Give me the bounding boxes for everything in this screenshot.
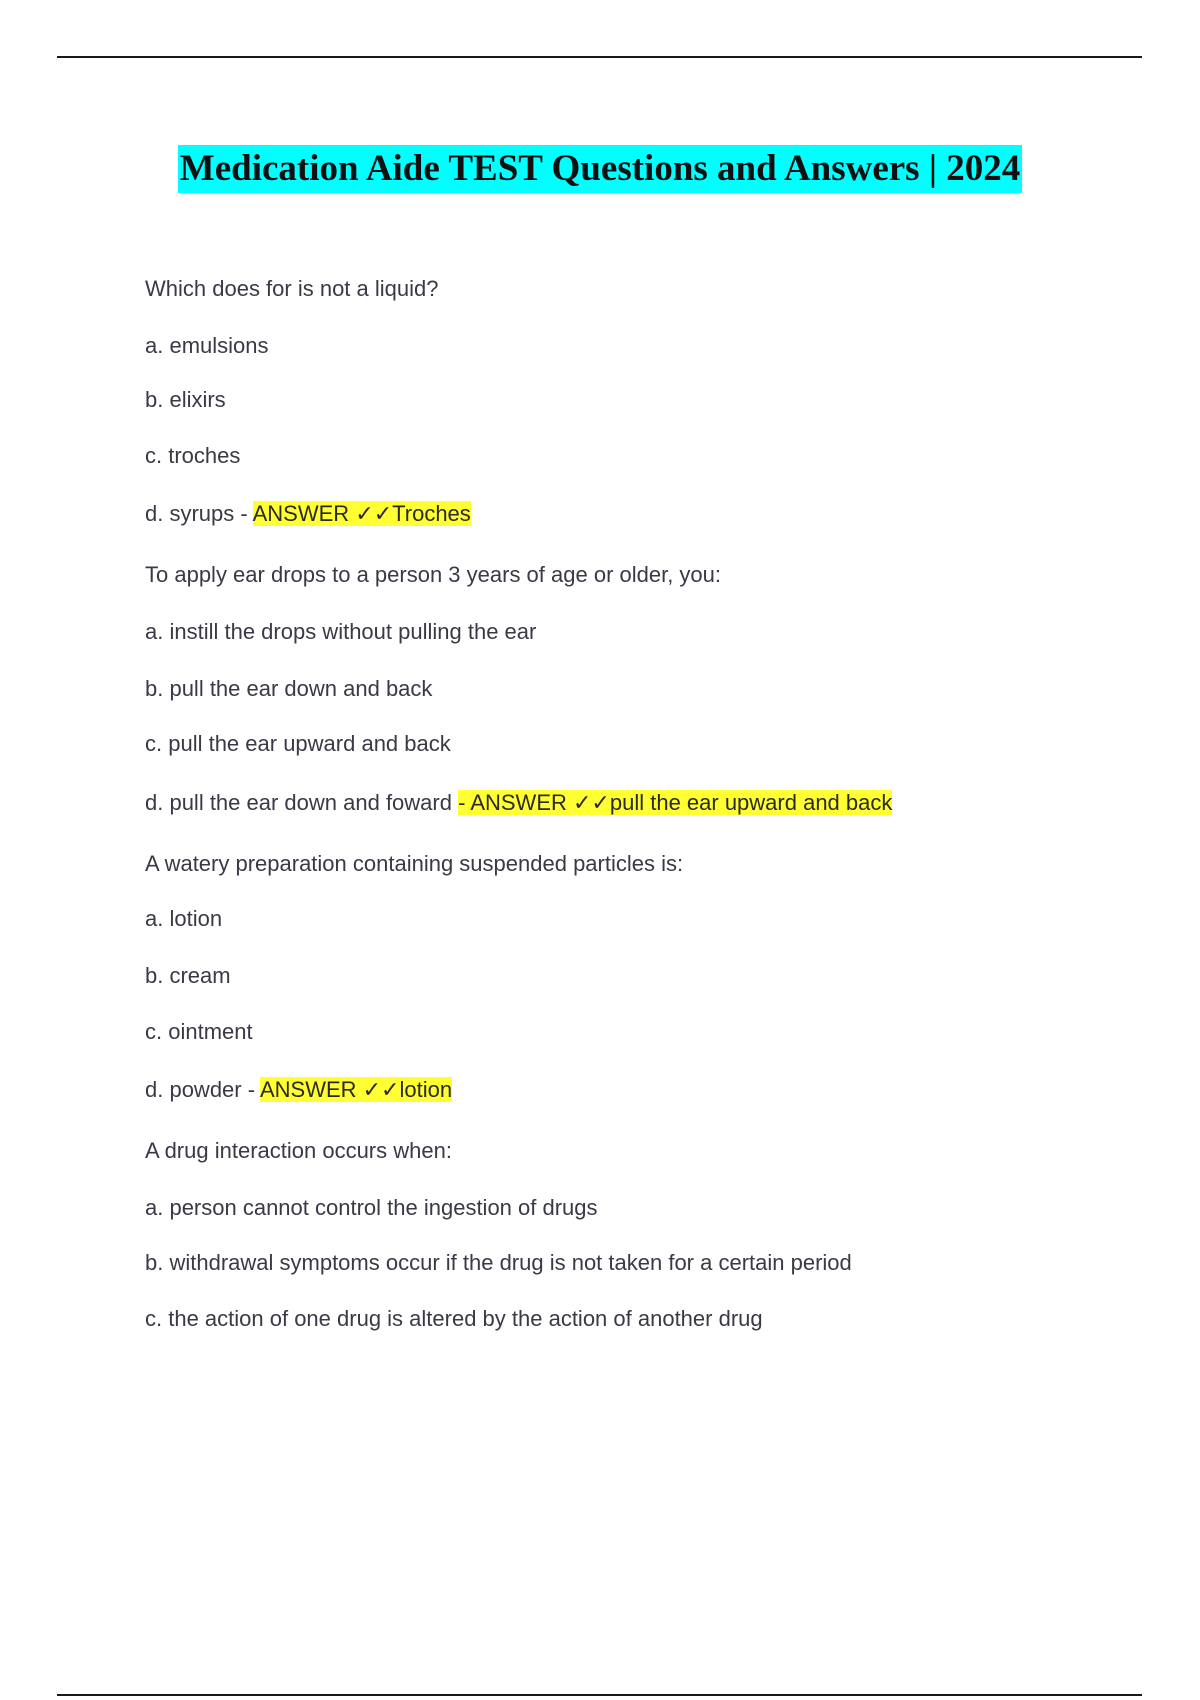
answer-option: c. the action of one drug is altered by the action of another drug — [145, 1306, 763, 1331]
answer-option: a. lotion — [145, 906, 223, 931]
answer-option-text: d. syrups - — [145, 501, 253, 526]
title-container — [0, 145, 1200, 193]
answer-option-with-key — [145, 499, 471, 529]
answer-option: a. person cannot control the ingestion of drugs — [145, 1195, 598, 1220]
answer-option: a. emulsions — [145, 333, 269, 358]
answer-option: b. cream — [145, 963, 231, 988]
question-prompt: A watery preparation containing suspended particles is: — [145, 851, 684, 876]
document-title: Medication Aide TEST Questions and Answers | 2024 — [178, 145, 1022, 193]
question-prompt: A drug interaction occurs when: — [145, 1138, 452, 1163]
answer-option: c. ointment — [145, 1019, 253, 1044]
bottom-rule — [57, 1694, 1142, 1696]
answer-option: a. instill the drops without pulling the ear — [145, 619, 537, 644]
answer-option-text: d. pull the ear down and foward — [145, 790, 459, 815]
answer-option-text: d. powder - — [145, 1077, 260, 1102]
answer-key-highlight: - ANSWER ✓✓pull the ear upward and back — [458, 790, 893, 815]
answer-option: b. pull the ear down and back — [145, 676, 433, 701]
question-prompt: Which does for is not a liquid? — [145, 276, 439, 301]
answer-option: b. elixirs — [145, 387, 226, 412]
answer-key-highlight: ANSWER ✓✓lotion — [259, 1077, 453, 1102]
answer-option-with-key — [145, 788, 892, 818]
answer-option: b. withdrawal symptoms occur if the drug is not taken for a certain period — [145, 1250, 852, 1275]
answer-option: c. pull the ear upward and back — [145, 731, 451, 756]
answer-option: c. troches — [145, 443, 241, 468]
answer-option-with-key — [145, 1075, 452, 1105]
question-prompt: To apply ear drops to a person 3 years of age or older, you: — [145, 562, 722, 587]
top-rule — [57, 56, 1142, 58]
answer-key-highlight: ANSWER ✓✓Troches — [252, 501, 471, 526]
